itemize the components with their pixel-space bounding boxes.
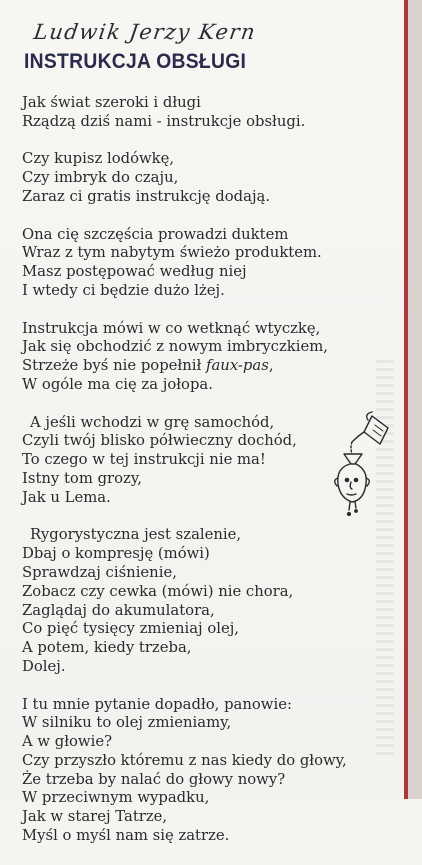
poem-line: I wtedy ci będzie dużo lżej. (22, 281, 225, 299)
poem-line: Czy imbryk do czaju, (22, 169, 179, 187)
poem-line: W ogóle ma cię za jołopa. (22, 375, 213, 393)
poem-line: Że trzeba by nalać do głowy nowy? (22, 770, 286, 788)
oil-can-head-illustration (328, 410, 392, 530)
poem-line: Czyli twój blisko półwieczny dochód, (22, 432, 297, 450)
poem-line: Zaraz ci gratis instrukcję dodają. (22, 187, 271, 205)
poem-line: Masz postępować według niej (22, 263, 247, 281)
poem-line: Zobacz czy cewka (mówi) nie chora, (22, 582, 294, 600)
poem-line: To czego w tej instrukcji nie ma! (22, 451, 266, 469)
poem-line: A w głowie? (22, 733, 113, 751)
poem-line: W przeciwnym wypadku, (22, 789, 210, 807)
stanza (22, 526, 402, 676)
poem-line: Jak się obchodzić z nowym imbryczkiem, (22, 338, 328, 356)
poem-line: Rządzą dziś nami - instrukcje obsługi. (22, 112, 306, 130)
page-edge (408, 0, 422, 799)
poem-line: Rygorystyczna jest szalenie, (30, 526, 242, 544)
poem-line: Strzeże byś nie popełnił faux-pas, (22, 357, 274, 375)
poem-line: Wraz z tym nabytym świeżo produktem. (22, 244, 322, 262)
poem-line: Czy kupisz lodówkę, (22, 150, 175, 168)
poem-line: Zaglądaj do akumulatora, (22, 601, 215, 619)
poem-title: INSTRUKCJA OBSŁUGI (24, 50, 247, 73)
poem-line: I tu mnie pytanie dopadło, panowie: (22, 695, 292, 713)
stanza (22, 150, 402, 206)
stanza (22, 696, 402, 846)
stanza (22, 226, 402, 301)
poem-line: Dbaj o kompresję (mówi) (22, 545, 210, 563)
poem-line: Co pięć tysięcy zmieniaj olej, (22, 620, 240, 638)
poem-line: Jak u Lema. (22, 488, 111, 506)
poem-line: Dolej. (22, 657, 66, 675)
author-name: Ludwik Jerzy Kern (32, 20, 258, 44)
poem-line: Jak świat szeroki i długi (22, 94, 201, 111)
italic-phrase: faux-pas (206, 357, 269, 375)
stanza (22, 320, 402, 395)
poem-line: Sprawdzaj ciśnienie, (22, 563, 177, 581)
poem-line: A jeśli wchodzi w grę samochód, (30, 413, 275, 431)
poem-line: Ona cię szczęścia prowadzi duktem (22, 225, 289, 243)
poem-line: Istny tom grozy, (22, 469, 142, 487)
poem-line: Myśl o myśl nam się zatrze. (22, 827, 230, 845)
poem-line: W silniku to olej zmieniamy, (22, 714, 232, 732)
poem-line: A potem, kiedy trzeba, (22, 639, 192, 657)
poem-line: Jak w starej Tatrze, (22, 808, 168, 826)
poem-line: Instrukcja mówi w co wetknąć wtyczkę, (22, 319, 321, 337)
stanza (22, 94, 402, 132)
poem-line: Czy przyszło któremu z nas kiedy do głowy, (22, 751, 347, 769)
